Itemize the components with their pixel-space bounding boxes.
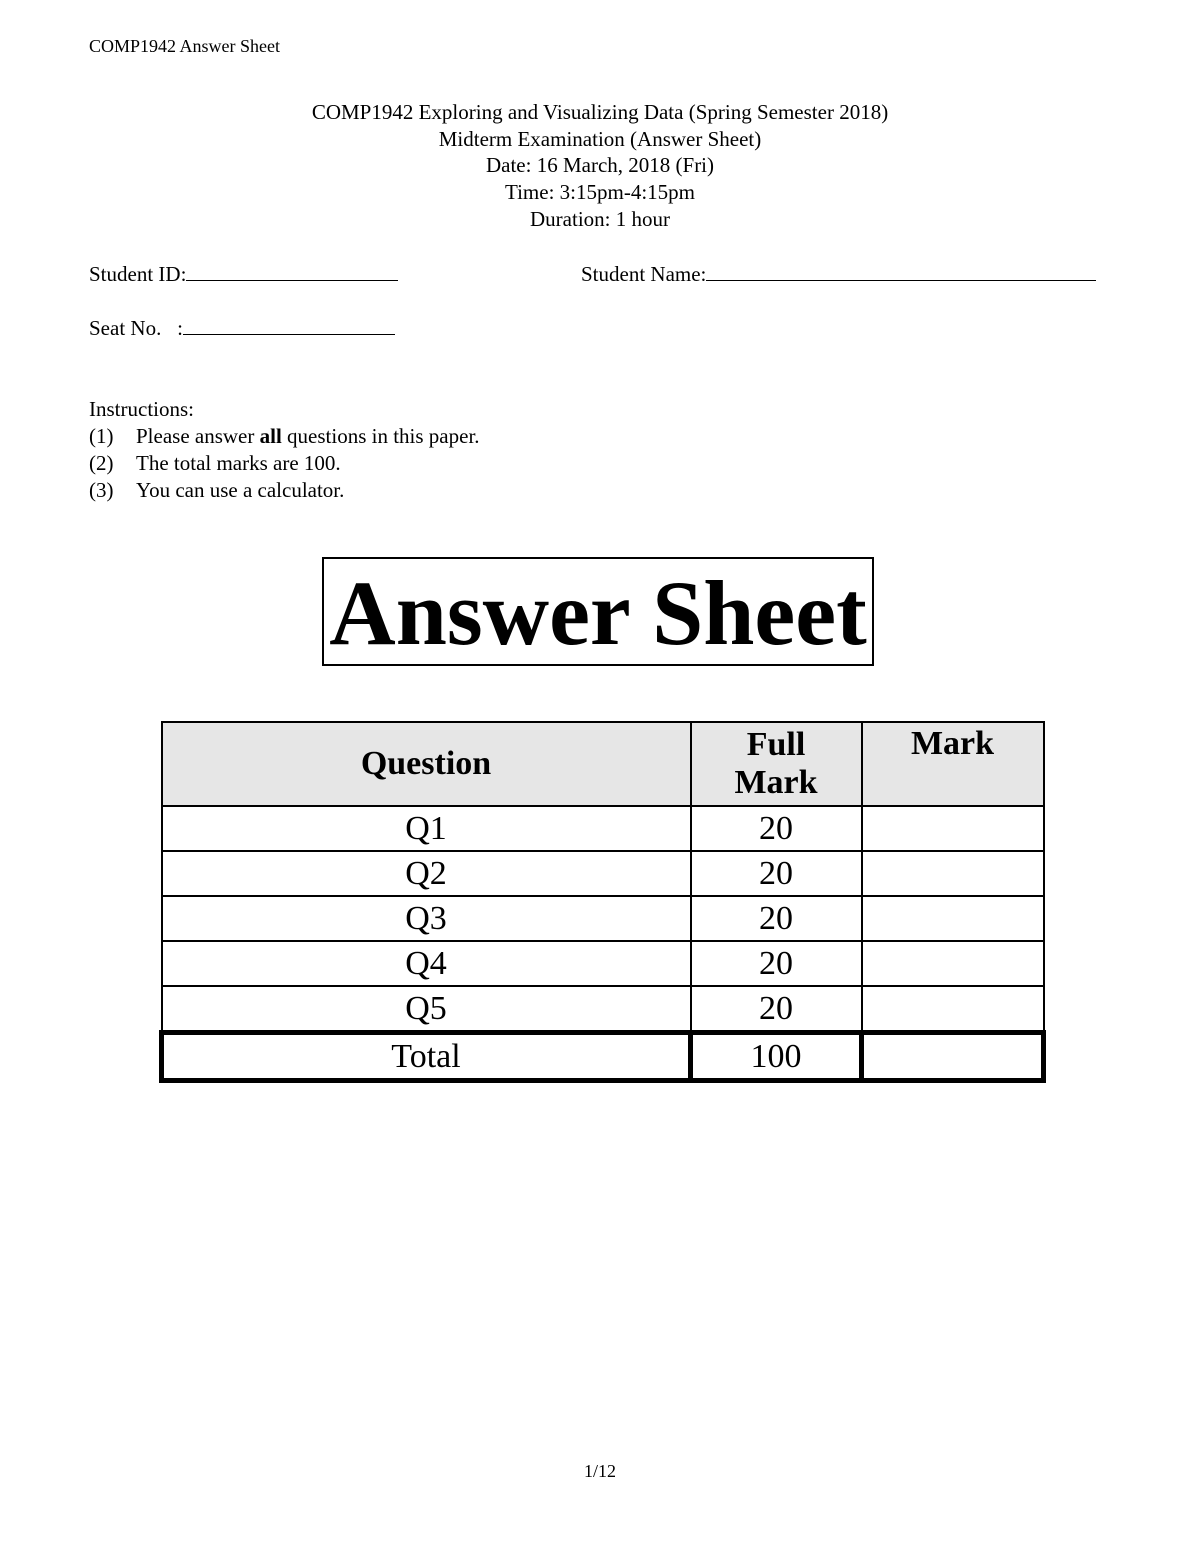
full-mark-cell: 20: [691, 941, 862, 986]
student-id-blank[interactable]: [186, 262, 398, 281]
mark-cell[interactable]: [862, 806, 1044, 851]
instruction-number: (3): [89, 478, 114, 502]
mark-cell[interactable]: [862, 851, 1044, 896]
mark-cell[interactable]: [862, 896, 1044, 941]
answer-sheet-banner: Answer Sheet: [322, 557, 874, 666]
total-row: [162, 1033, 1044, 1081]
mark-cell[interactable]: [862, 941, 1044, 986]
question-cell: Q1: [162, 806, 691, 851]
total-mark-cell[interactable]: [862, 1033, 1044, 1081]
student-name-field: [581, 262, 1096, 287]
full-mark-header-line1: Full: [746, 726, 806, 763]
question-cell: Q5: [162, 986, 691, 1033]
full-mark-cell: 20: [691, 896, 862, 941]
exam-time: Time: 3:15pm-4:15pm: [505, 180, 695, 205]
running-header: COMP1942 Answer Sheet: [89, 36, 281, 56]
total-full-mark-cell: 100: [691, 1033, 862, 1081]
exam-duration: Duration: 1 hour: [530, 206, 670, 231]
full-mark-header-line2: Mark: [734, 764, 818, 801]
full-mark-cell: 20: [691, 851, 862, 896]
instruction-text-pre: Please answer: [136, 424, 260, 448]
table-row: [162, 851, 1044, 896]
mark-header: Mark: [862, 722, 1044, 806]
instructions: [89, 396, 480, 504]
instruction-number: (1): [89, 424, 114, 448]
seat-no-blank[interactable]: [183, 316, 395, 335]
question-cell: Q2: [162, 851, 691, 896]
total-label-cell: Total: [162, 1033, 691, 1081]
question-cell: Q3: [162, 896, 691, 941]
instruction-text: [136, 423, 480, 450]
full-mark-cell: 20: [691, 986, 862, 1033]
instruction-number: (2): [89, 451, 114, 475]
instruction-text-emphasis: all: [259, 424, 282, 448]
marks-table: [159, 721, 1046, 1083]
page-number: 1/12: [583, 1461, 616, 1481]
seat-no-label: Seat No. :: [89, 316, 183, 340]
mark-cell[interactable]: [862, 986, 1044, 1033]
student-name-label: Student Name:: [581, 262, 707, 286]
instruction-item: [89, 450, 480, 477]
instruction-item: [89, 423, 480, 450]
full-mark-cell: 20: [691, 806, 862, 851]
table-row: [162, 896, 1044, 941]
student-name-blank[interactable]: [706, 262, 1096, 281]
instructions-heading: Instructions:: [89, 397, 194, 421]
instruction-text: The total marks are 100.: [136, 451, 341, 475]
course-title: COMP1942 Exploring and Visualizing Data (Spring Semester 2018): [311, 100, 889, 124]
table-row: [162, 986, 1044, 1033]
full-mark-header: [691, 722, 862, 806]
instruction-text-post: questions in this paper.: [281, 424, 480, 448]
exam-title-block: [0, 99, 1200, 233]
exam-name: Midterm Examination (Answer Sheet): [438, 126, 762, 151]
question-header: Question: [162, 722, 691, 806]
seat-no-field: [89, 316, 395, 341]
question-cell: Q4: [162, 941, 691, 986]
student-id-label: Student ID:: [89, 262, 187, 286]
instruction-item: [89, 477, 480, 504]
instruction-text: You can use a calculator.: [136, 478, 345, 502]
table-row: [162, 941, 1044, 986]
student-id-field: [89, 262, 398, 287]
exam-date: Date: 16 March, 2018 (Fri): [485, 153, 715, 178]
table-row: [162, 806, 1044, 851]
table-header-row: [162, 722, 1044, 806]
